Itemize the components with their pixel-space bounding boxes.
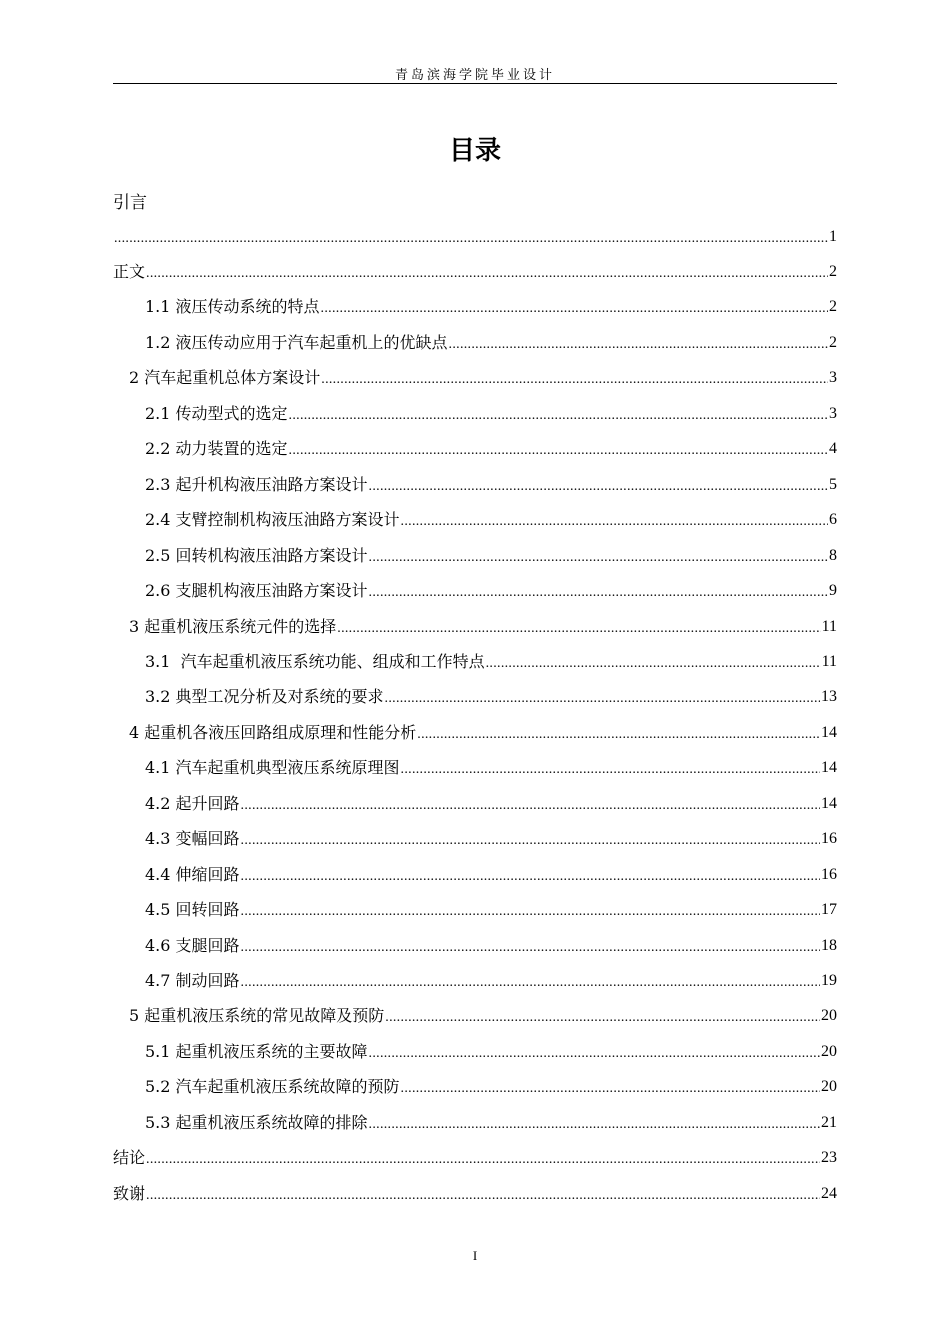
dot-leader xyxy=(401,1080,820,1098)
dot-leader xyxy=(241,939,820,957)
dot-leader xyxy=(146,265,828,283)
toc-entry-label: 2.2 动力装置的选定 xyxy=(145,439,288,459)
toc-entry[interactable] xyxy=(145,292,837,318)
toc-entry-page: 6 xyxy=(829,511,837,529)
toc-entry-label: 2.5 回转机构液压油路方案设计 xyxy=(145,545,368,565)
toc-entry-page: 2 xyxy=(829,333,837,351)
toc-entry[interactable] xyxy=(113,1143,837,1169)
dot-leader xyxy=(114,230,828,248)
toc-entry-page: 13 xyxy=(821,688,837,706)
dot-leader xyxy=(146,1151,820,1169)
toc-entry-page: 16 xyxy=(821,865,837,883)
toc-entry-page: 24 xyxy=(821,1184,837,1202)
toc-entry[interactable] xyxy=(145,1108,837,1134)
dot-leader xyxy=(417,726,820,744)
toc-entry-page: 4 xyxy=(829,440,837,458)
toc-entry-label: 5.3 起重机液压系统故障的排除 xyxy=(145,1112,368,1132)
toc-entry-page: 19 xyxy=(821,972,837,989)
toc-entry-label: 结论 xyxy=(113,1148,146,1168)
toc-entry-label: 3.2 典型工况分析及对系统的要求 xyxy=(145,687,384,707)
toc-entry-label: 5.1 起重机液压系统的主要故障 xyxy=(145,1041,368,1061)
toc-entry[interactable] xyxy=(145,399,837,425)
toc-entry-page: 17 xyxy=(821,901,837,919)
dot-leader xyxy=(369,1045,820,1063)
dot-leader xyxy=(289,442,828,460)
toc-entry[interactable] xyxy=(129,1001,837,1027)
dot-leader xyxy=(385,1009,820,1027)
toc-entry[interactable] xyxy=(145,647,837,673)
dot-leader xyxy=(321,371,828,389)
toc-entry-label: 4.3 变幅回路 xyxy=(145,829,240,849)
toc-entry-label: 5 起重机液压系统的常见故障及预防 xyxy=(129,1006,385,1026)
toc-entry-page: 18 xyxy=(821,936,837,954)
toc-entry-label: 2 汽车起重机总体方案设计 xyxy=(129,368,321,388)
toc-entry-page: 2 xyxy=(829,298,837,316)
toc-entry[interactable] xyxy=(145,470,837,496)
toc-entry-page: 16 xyxy=(821,830,837,848)
toc-entry[interactable] xyxy=(145,753,837,779)
toc-entry-label: 4.7 制动回路 xyxy=(145,971,240,990)
toc-entry-label: 3.1 汽车起重机液压系统功能、组成和工作特点 xyxy=(145,651,485,671)
toc-entry[interactable] xyxy=(113,257,837,283)
toc-entry-page: 9 xyxy=(829,582,837,600)
toc-entry-page: 14 xyxy=(821,723,837,741)
toc-entry-page: 3 xyxy=(829,404,837,422)
page-number: I xyxy=(472,1248,478,1263)
toc-entry-label: 2.3 起升机构液压油路方案设计 xyxy=(145,474,368,494)
header-rule xyxy=(113,83,837,84)
toc-entry[interactable] xyxy=(129,718,837,744)
toc-entry[interactable] xyxy=(145,434,837,460)
dot-leader xyxy=(289,407,828,425)
toc-entry-page: 8 xyxy=(829,546,837,564)
dot-leader xyxy=(241,868,820,886)
toc-entry[interactable] xyxy=(145,931,837,957)
toc-entry-label: 2.1 传动型式的选定 xyxy=(145,403,288,423)
dot-leader xyxy=(401,761,820,779)
toc-entry-page: 23 xyxy=(821,1149,837,1167)
toc-preface-entry[interactable] xyxy=(113,222,837,248)
toc-entry-page: 20 xyxy=(821,1078,837,1096)
toc-entry-label: 4 起重机各液压回路组成原理和性能分析 xyxy=(129,722,417,742)
toc-entry-label: 1.2 液压传动应用于汽车起重机上的优缺点 xyxy=(145,332,448,352)
running-header: 青岛滨海学院毕业设计 xyxy=(394,68,555,83)
toc-entry-label: 致谢 xyxy=(113,1183,146,1203)
toc-title: 目录 xyxy=(448,136,501,166)
dot-leader xyxy=(241,974,820,992)
toc-entry[interactable] xyxy=(145,328,837,354)
toc-entry-label: 4.2 起升回路 xyxy=(145,793,240,813)
toc-entry[interactable] xyxy=(145,824,837,850)
toc-entry-label: 正文 xyxy=(113,262,146,281)
toc-entry-label: 3 起重机液压系统元件的选择 xyxy=(129,616,337,636)
toc-entry[interactable] xyxy=(129,363,837,389)
toc-entry-label: 1.1 液压传动系统的特点 xyxy=(145,297,320,317)
toc-entry[interactable] xyxy=(145,860,837,886)
dot-leader xyxy=(369,478,828,496)
toc-entry[interactable] xyxy=(145,1072,837,1098)
toc-entry[interactable] xyxy=(145,1037,837,1063)
toc-entry-label: 4.1 汽车起重机典型液压系统原理图 xyxy=(145,758,400,778)
toc-entry-label: 4.5 回转回路 xyxy=(145,900,240,920)
toc-entry-page: 14 xyxy=(821,759,837,777)
toc-entry-page: 20 xyxy=(821,1007,837,1025)
toc-entry-label: 2.6 支腿机构液压油路方案设计 xyxy=(145,581,368,601)
toc-entry[interactable] xyxy=(145,966,837,992)
toc-entry-page: 2 xyxy=(829,263,837,280)
dot-leader xyxy=(369,1116,820,1134)
dot-leader xyxy=(241,832,820,850)
toc-entry[interactable] xyxy=(145,895,837,921)
toc-entry-label: 5.2 汽车起重机液压系统故障的预防 xyxy=(145,1077,400,1097)
toc-entry-label: 2.4 支臂控制机构液压油路方案设计 xyxy=(145,510,400,530)
toc-entry[interactable] xyxy=(129,612,837,638)
dot-leader xyxy=(449,336,828,354)
dot-leader xyxy=(486,655,821,673)
toc-entry[interactable] xyxy=(145,541,837,567)
toc-entry[interactable] xyxy=(145,576,837,602)
toc-entry[interactable] xyxy=(145,789,837,815)
dot-leader xyxy=(241,903,820,921)
toc-entry-page: 14 xyxy=(821,794,837,812)
dot-leader xyxy=(321,300,828,318)
toc-entry-page: 21 xyxy=(821,1113,837,1131)
toc-entry-label: 4.4 伸缩回路 xyxy=(145,864,240,884)
toc-preface-label: 引言 xyxy=(113,193,147,213)
dot-leader xyxy=(241,797,820,815)
dot-leader xyxy=(369,549,828,567)
toc-entry-label: 4.6 支腿回路 xyxy=(145,935,240,955)
dot-leader xyxy=(146,1187,820,1205)
toc-entry-page: 20 xyxy=(821,1042,837,1060)
dot-leader xyxy=(369,584,828,602)
dot-leader xyxy=(385,690,820,708)
toc-entry-page: 5 xyxy=(829,475,837,493)
toc-entry-page: 1 xyxy=(829,228,837,245)
dot-leader xyxy=(337,620,820,638)
toc-entry[interactable] xyxy=(113,1179,837,1205)
toc-entry[interactable] xyxy=(145,505,837,531)
dot-leader xyxy=(401,513,828,531)
toc-entry[interactable] xyxy=(145,682,837,708)
toc-entry-page: 11 xyxy=(821,652,837,670)
toc-entry-page: 3 xyxy=(829,369,837,387)
toc-entry-page: 11 xyxy=(821,617,837,635)
